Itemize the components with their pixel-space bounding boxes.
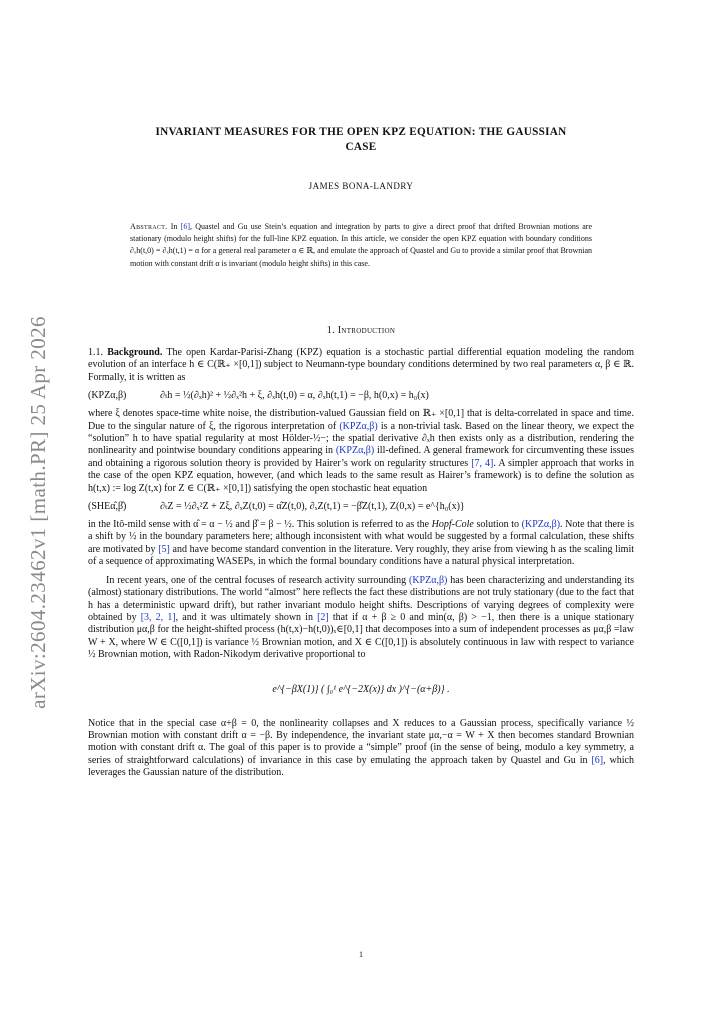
citation-link[interactable]: [6] [591, 754, 604, 766]
section-number: 1. [326, 325, 338, 336]
abstract-label: Abstract. [130, 222, 168, 231]
equation-link[interactable]: (KPZα,β) [521, 519, 561, 531]
paragraph-text: and have become standard convention in the literature. Very roughly, they arise from viewing h as the scaling limit of a sequence of approximating WASEPs, in which the formal boundary conditions have a natural physical interpretation. [88, 543, 634, 568]
equation-radon-nikodym: e^{−βX(1)} ( ∫₀¹ e^{−2X(x)} dx )^{−(α+β)} . [272, 683, 450, 695]
abstract [130, 221, 592, 270]
paragraph-text: that if α + β ≥ 0 and min(α, β) > −1, then there is a unique stationary distribution μα,β for the height-shifted process (h(t,x)−h(t,0))ₓ∈[0,1] that decomposes into a sum of independent processes as μα,β =law W + X, where W ∈ C([0,1]) is variance ½ Brownian motion, and X ∈ C([0,1]) is absolutely continuous in law with respect to variance ½ Brownian motion, with Radon-Nikodym derivative proportional to [88, 611, 634, 661]
body-text [88, 347, 634, 780]
page-number: 1 [359, 950, 363, 959]
abstract-text: In [167, 222, 181, 231]
equation-tag: (SHEα̂,β̂) [88, 500, 127, 512]
equation-link[interactable]: (KPZα,β) [335, 445, 375, 457]
author: JAMES BONA-LANDRY [308, 181, 414, 191]
title-line-2: CASE [345, 141, 377, 153]
title-line-1: INVARIANT MEASURES FOR THE OPEN KPZ EQUATION: THE GAUSSIAN [155, 126, 567, 138]
paragraph-text: is a non-trivial task. Based on the linear theory, we expect the “solution” h to have spatial regularity at most Hölder-½−; the spatial derivative ∂ₓh then exists only as a distribution, rendering the nonlinearity and pointwise boundary conditions appearing in [88, 420, 634, 457]
citation-link[interactable]: [3, 2, 1] [140, 611, 176, 623]
paragraph-text: , and it was ultimately shown in [175, 611, 318, 623]
paragraph [88, 575, 634, 662]
equation-body: ∂ₜZ = ½∂ₓ²Z + Zξ, ∂ₓZ(t,0) = α̂Z(t,0), ∂ₓZ(t,1) = −β̂Z(t,1), Z(0,x) = e^{h₀(x)} [160, 500, 465, 512]
abstract-text: , Quastel and Gu use Stein’s equation and integration by parts to give a direct proof that drifted Brownian motions are stationary (modulo height shifts) for the full-line KPZ equation. In this article, we consider the open KPZ equation with boundary conditions ∂ₓh(t,0) = ∂ₓh(t,1) = α for a general real parameter α ∈ ℝ, and emulate the approach of Quastel and Gu to provide a similar proof that Brownian motion with constant drift α is invariant (modulo height shifts) in this case. [130, 222, 592, 268]
paragraph-text: The open Kardar-Parisi-Zhang (KPZ) equation is a stochastic partial differential equation modeling the random evolution of an interface h ∈ C(ℝ₊ ×[0,1]) subject to Neumann-type boundary conditions determined by two real parameters α, β ∈ ℝ. Formally, it is written as [88, 347, 634, 383]
equation-link[interactable]: (KPZα,β) [339, 420, 378, 432]
paragraph-text: In recent years, one of the central focuses of research activity surrounding [106, 574, 409, 586]
paragraph-text: has been characterizing and understanding its (almost) stationary distributions. The world “almost” here reflects the fact these distributions are not truly stationary (due to the fact that h has a deterministic upward drift), but rather invariant modulo height shifts. Descriptions of varying degrees of complexity were obtained by [88, 574, 634, 623]
paragraph-text: . Note that there is a shift by ½ in the boundary parameters here; although inconsistent with what would be suggested by a formal calculation, these shifts are motivated by [88, 519, 635, 555]
arxiv-identifier: arXiv:2604.23462v1 [math.PR] 25 Apr 2026 [25, 315, 50, 709]
paragraph-text: , which leverages the Gaussian nature of the distribution. [88, 754, 634, 779]
paragraph [88, 408, 634, 495]
paragraph [88, 347, 634, 384]
paragraph-text: where ξ denotes space-time white noise, the distribution-valued Gaussian field on ℝ₊ ×[0,1] that is delta-correlated in space and time. Due to the singular nature of ξ, the rigorous interpretation of [88, 408, 634, 432]
citation-link[interactable]: [7, 4] [471, 457, 494, 469]
paragraph [88, 718, 634, 780]
paragraph [88, 519, 634, 569]
paper-title [88, 125, 634, 155]
citation-link[interactable]: [5] [158, 543, 170, 555]
section-heading [88, 325, 634, 336]
paragraph-text: in the Itô-mild sense with α̂ = α − ½ and β̂ = β − ½. This solution is referred to as the [88, 519, 432, 531]
citation-link[interactable]: [6] [180, 222, 190, 231]
equation-body: ∂ₜh = ½(∂ₓh)² + ½∂ₓ²h + ξ, ∂ₓh(t,0) = α, ∂ₓh(t,1) = −β, h(0,x) = h₀(x) [160, 390, 429, 402]
emphasis: Hopf-Cole [431, 519, 474, 531]
equation-kpz [88, 386, 634, 406]
paragraph-text: solution to [473, 519, 522, 531]
subsection-number: 1.1. [88, 347, 108, 358]
paragraph-text: Notice that in the special case α+β = 0, the nonlinearity collapses and X reduces to a Gaussian process, specifically variance ½ Brownian motion with constant drift α = −β. By independence, the invariant state μα,−α = W + X then becomes standard Brownian motion with constant drift α. The goal of this paper is to provide a “simple” proof (in the sense of being, modulo a key symmetry, a series of straightforward calculations) of invariance in this case by emulating the approach taken by Quastel and Gu in [88, 717, 634, 766]
equation-link[interactable]: (KPZα,β) [408, 574, 448, 586]
paragraph-text: ill-defined. A general framework for circumventing these issues and obtaining a rigorous solution theory is provided by Hairer’s work on regularity structures [88, 445, 635, 469]
section-title: Introduction [337, 325, 396, 336]
equation-tag: (KPZα,β) [88, 390, 127, 402]
equation-she [88, 497, 634, 517]
subsection-heading: Background. [107, 347, 163, 358]
paragraph-text: . A simpler approach that works in the case of the open KPZ equation, however, (and which leads to the same result as Hairer’s framework) is to define the solution as h(t,x) := log Z(t,x) for Z ∈ C(ℝ₊ ×[0,1]) satisfying the open stochastic heat equation [88, 457, 634, 494]
citation-link[interactable]: [2] [317, 611, 329, 623]
